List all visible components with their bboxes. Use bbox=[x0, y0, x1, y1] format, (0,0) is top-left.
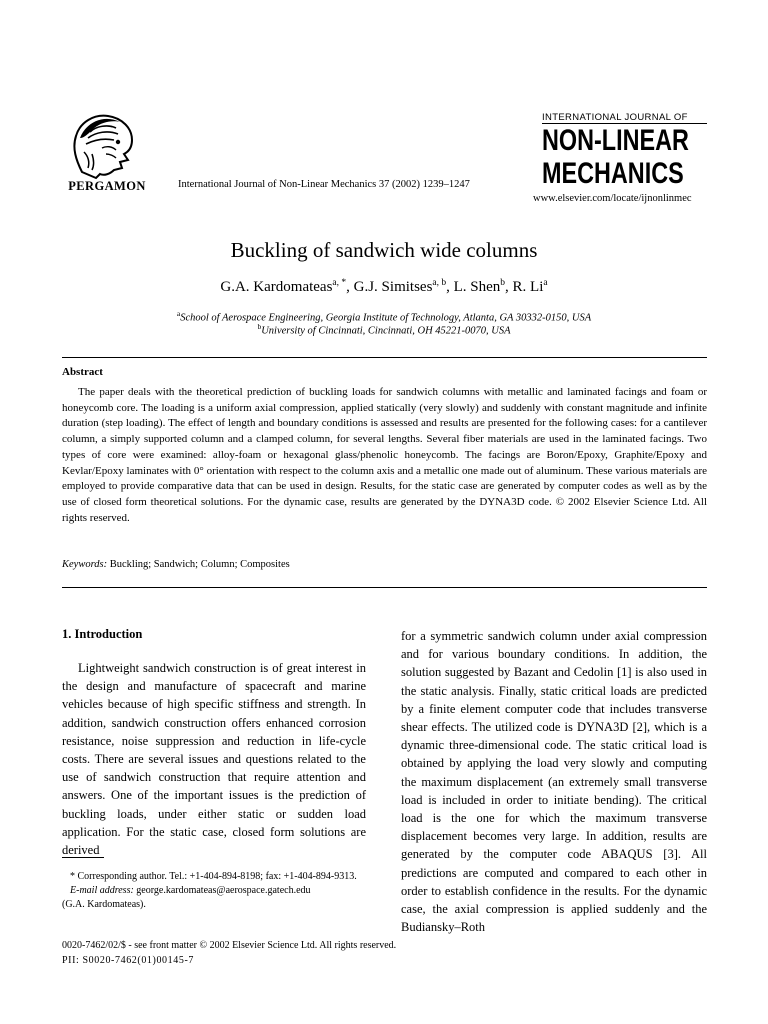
abstract-text: The paper deals with the theoretical prediction of buckling loads for sandwich columns with metallic and laminated facings and foam or honeycomb core. The loading is a uniform axial compression, applied statically (very slowly) and suddenly with constant magnitude and infinite duration (step loading). The effect of length and boundary conditions is assessed and results are presented for the following cases: for a cantilever column, a simply supported column and a clamped column, for several lengths. Several fiber materials are used in the laminated facings. Two types of core were examined: alloy-foam or hexagonal glass/phenolic honeycomb. The facings are Boron/Epoxy, Graphite/Epoxy and Kevlar/Epoxy laminates with 0° orientation with respect to the column axis and a metallic one made out of aluminum. These various materials are employed to provide comparative data that can be used in design. Results, for the static case are generated by computer codes as well as by the use of closed form theoretical solutions. For the dynamic case, results are generated by the DYNA3D code. © 2002 Elsevier Science Ltd. All rights reserved. bbox=[62, 386, 707, 524]
journal-url[interactable]: www.elsevier.com/locate/ijnonlinmec bbox=[533, 193, 692, 204]
keywords bbox=[62, 559, 290, 570]
journal-title-line-2: MECHANICS bbox=[542, 157, 684, 190]
author-name: R. Li bbox=[512, 279, 544, 295]
affiliation-text: University of Cincinnati, Cincinnati, OH 45221-0070, USA bbox=[261, 325, 511, 337]
affiliation-mark: a bbox=[176, 309, 181, 318]
footnote-rule bbox=[62, 857, 104, 858]
footnote-email bbox=[62, 884, 366, 898]
footer-pii: PII: S0020-7462(01)00145-7 bbox=[62, 954, 194, 966]
divider bbox=[62, 587, 707, 588]
athena-head-icon bbox=[62, 108, 144, 180]
paper-title: Buckling of sandwich wide columns bbox=[230, 238, 538, 262]
author-list: G.A. Kardomateas$^{a, *}$, G.J. Simitses$^{a, b}$, L. Shen$^b$, R. Li$^a$ bbox=[220, 278, 548, 295]
author-affiliation-mark: a bbox=[543, 278, 548, 288]
publisher-logo bbox=[62, 108, 144, 180]
keywords-label: Keywords: bbox=[62, 559, 108, 570]
author-name: G.J. Simitses bbox=[353, 279, 433, 295]
journal-title bbox=[542, 124, 689, 190]
body-paragraph-left: Lightweight sandwich construction is of great interest in the design and manufacture of spacecraft and marine vehicles because of high specific stiffness and strength. In addition, sandwich construction offers enhanced corrosion resistance, noise suppression and reduction in life-cycle costs. There are several issues and questions related to the use of sandwich construction that require attention and answers. One of the important issues is the prediction of buckling loads, under either static or sudden load application. For the static case, closed form solutions are derived bbox=[62, 661, 366, 858]
author-name: L. Shen bbox=[453, 279, 501, 295]
abstract-heading: Abstract bbox=[62, 366, 103, 378]
divider bbox=[62, 357, 707, 358]
author-name: G.A. Kardomateas bbox=[220, 279, 333, 295]
email-address[interactable]: george.kardomateas@aerospace.gatech.edu bbox=[136, 885, 311, 896]
journal-title-line-1: NON-LINEAR bbox=[542, 124, 689, 157]
affiliation bbox=[0, 322, 768, 337]
journal-citation: International Journal of Non-Linear Mechanics 37 (2002) 1239–1247 bbox=[178, 179, 470, 190]
email-label: E-mail address: bbox=[70, 885, 134, 896]
page-footer bbox=[62, 939, 396, 968]
footnote-corresponding: * Corresponding author. Tel.: +1-404-894-8198; fax: +1-404-894-9313. bbox=[70, 871, 357, 882]
author-affiliation-mark: a, * bbox=[332, 278, 347, 288]
affiliation-mark: b bbox=[257, 322, 262, 331]
journal-label: INTERNATIONAL JOURNAL OF bbox=[542, 112, 688, 123]
affiliation-text: School of Aerospace Engineering, Georgia Institute of Technology, Atlanta, GA 30332-0150, USA bbox=[180, 312, 592, 324]
author-affiliation-mark: b bbox=[500, 278, 506, 288]
keywords-list: Buckling; Sandwich; Column; Composites bbox=[109, 559, 290, 570]
body-paragraph-right: for a symmetric sandwich column under axial compression and for various boundary conditions. In addition, the solution suggested by Bazant and Cedolin [1] is also used in the static analysis. Finally, static critical loads are predicted by a finite element computer code that includes transverse shear effects. The utilized code is DYNA3D [2], which is a dynamic three-dimensional code. The static critical load is obtained by applying the load very slowly and computing the maximum displacement (an extremely small transverse load is included in order to initiate bending). The critical load is the one for which the maximum transverse displacement becomes very large. In addition, results are generated by the computer code ABAQUS [3]. All predictions are computed and compared to each other in order to establish confidence in the results. For the dynamic case, the axial compression is applied suddenly and the Budiansky–Roth bbox=[401, 629, 707, 935]
publisher-name: PERGAMON bbox=[68, 179, 146, 193]
section-heading: 1. Introduction bbox=[62, 627, 143, 641]
footnote-email-name: (G.A. Kardomateas). bbox=[62, 899, 146, 910]
author-affiliation-mark: a, b bbox=[432, 278, 447, 288]
footer-copyright: 0020-7462/02/$ - see front matter © 2002 Elsevier Science Ltd. All rights reserved. bbox=[62, 940, 397, 951]
footnote bbox=[62, 870, 366, 912]
